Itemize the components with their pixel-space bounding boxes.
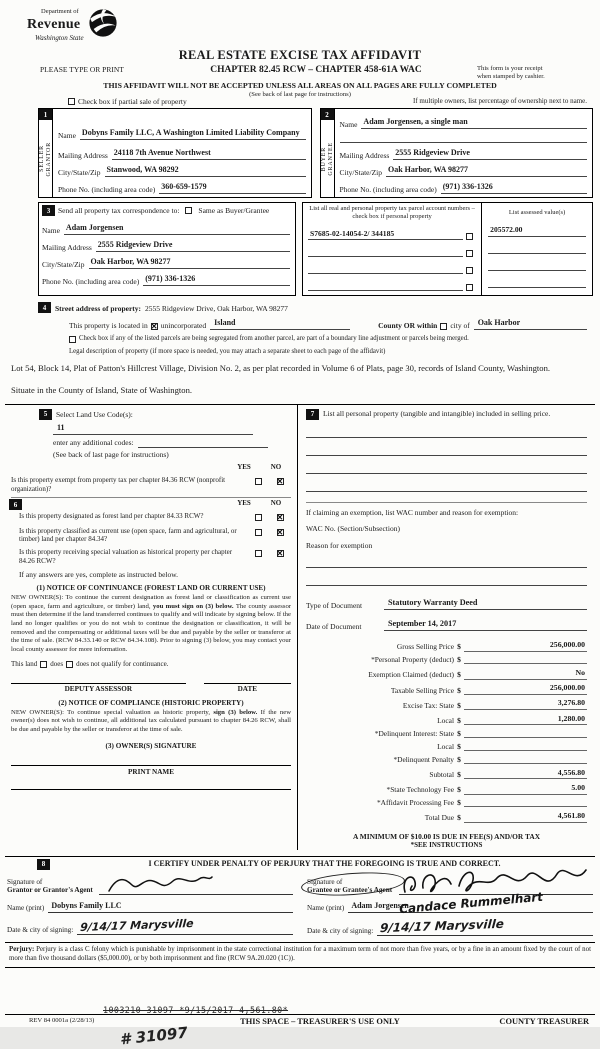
please-type-label: PLEASE TYPE OR PRINT [40, 64, 124, 74]
street-address-field[interactable]: 2555 Ridgeview Drive, Oak Harbor, WA 98277 [145, 304, 288, 314]
taxable-selling-price-field[interactable]: 256,000.00 [464, 683, 587, 695]
same-as-buyer-label: Same as Buyer/Grantee [198, 206, 270, 216]
historical-question: Is this property receiving special valuation as historical property per chapter 84.26 RCW? [19, 548, 233, 565]
parcel-number-field[interactable] [308, 265, 463, 274]
notice-compliance-title: (2) NOTICE OF COMPLIANCE (HISTORIC PROPERTY) [58, 698, 244, 707]
unincorporated-label: unincorporated [160, 321, 207, 331]
notice-continuance-title: (1) NOTICE OF CONTINUANCE (FOREST LAND OR CURRENT USE) [36, 583, 266, 592]
form-header [5, 6, 595, 99]
buyer-csz-field[interactable]: Oak Harbor, WA 98277 [386, 165, 587, 177]
land-use-code-field[interactable]: 11 [53, 423, 253, 435]
this-land-label: This land [11, 659, 38, 668]
parcel-box [302, 202, 593, 296]
county-or-label: County OR within [378, 321, 438, 331]
assessed-value-field[interactable] [488, 245, 586, 254]
cashier-stamp: 1003210 31097 *9/15/2017 4,561.80* [103, 1004, 289, 1015]
grantee-date-city-label: Date & city of signing: [307, 926, 374, 935]
sec3-mailing-field[interactable]: 2555 Ridgeview Drive [96, 240, 290, 252]
exempt-question: Is this property exempt from property tax per chapter 84.36 RCW (nonprofit organization)? [11, 475, 226, 493]
buyer-mailing-label: Mailing Address [339, 151, 390, 160]
parcel-number-field[interactable] [308, 248, 463, 257]
does-checkbox[interactable] [40, 661, 47, 668]
print-name-label: PRINT NAME [128, 767, 174, 776]
land-use-column [5, 405, 297, 850]
sec3-mailing-label: Mailing Address [42, 243, 92, 252]
fee-label: Local [437, 741, 454, 751]
current-use-question: Is this property classified as current use (open space, farm and agricultural, or timber) land per chapter 84.34? [19, 526, 237, 544]
section-1-number: 1 [39, 109, 52, 120]
parcel-personal-checkbox-2[interactable] [466, 250, 473, 257]
grantor-signature-label: Signature of Grantor or Grantor's Agent [7, 877, 93, 895]
q2-no-checkbox[interactable] [277, 529, 284, 536]
sec5-no-header: NO [270, 463, 282, 472]
tax-correspondence-box [38, 202, 296, 296]
section-3-number: 3 [42, 205, 55, 216]
dor-swirl-icon [86, 6, 120, 42]
grantee-date-city-field[interactable]: 9/14/17 Marysville [377, 919, 593, 936]
city-checkbox[interactable] [440, 323, 447, 330]
wac-label: WAC No. (Section/Subsection) [306, 524, 400, 534]
delinquent-penalty-field[interactable] [464, 755, 587, 764]
grantee-side-label: GRANTEE [327, 142, 334, 176]
personal-property-line[interactable] [306, 430, 587, 438]
additional-codes-label: enter any additional codes: [53, 438, 134, 448]
delinquent-interest-state-field[interactable] [464, 729, 587, 738]
dor-revenue-line: Revenue [27, 17, 81, 33]
excise-tax-local-field[interactable]: 1,280.00 [464, 714, 587, 726]
personal-property-line[interactable] [306, 466, 587, 474]
partial-sale-checkbox[interactable] [68, 98, 75, 105]
seller-name-label: Name [58, 131, 76, 140]
multiple-owners-note: If multiple owners, list percentage of ownership next to name. [413, 97, 587, 106]
buyer-grantee-box [320, 108, 594, 198]
acceptance-warning: THIS AFFIDAVIT WILL NOT BE ACCEPTED UNLESS ALL AREAS ON ALL PAGES ARE FULLY COMPLETED [103, 81, 497, 91]
form-title: REAL ESTATE EXCISE TAX AFFIDAVIT [178, 48, 422, 62]
parcel-personal-checkbox-1[interactable] [466, 233, 473, 240]
fee-label: Excise Tax: State [402, 700, 454, 710]
personal-property-heading: List all personal property (tangible and intangible) included in selling price. [323, 408, 551, 418]
street-address-label: Street address of property: [55, 304, 142, 314]
q3-yes-checkbox[interactable] [255, 550, 262, 557]
q3-no-checkbox[interactable] [277, 550, 284, 557]
grantee-signature-block [307, 872, 593, 936]
affidavit-processing-fee-field[interactable] [464, 798, 587, 807]
certification-section [5, 856, 595, 940]
land-use-heading: Select Land Use Code(s): [56, 409, 133, 419]
property-address-section [9, 302, 591, 395]
parcel-number-field[interactable] [308, 282, 463, 291]
unincorporated-checkbox[interactable] [151, 323, 158, 330]
partial-sale-label: Check box if partial sale of property [78, 97, 187, 106]
sec6-no-header: NO [270, 499, 282, 508]
legal-situate-text: Situate in the County of Island, State of Washington. [11, 385, 193, 396]
parcel-personal-checkbox-4[interactable] [466, 284, 473, 291]
does-label: does [50, 659, 64, 668]
buyer-mailing-field[interactable]: 2555 Ridgeview Drive [393, 148, 587, 160]
print-name-line[interactable] [11, 789, 291, 790]
reason-extra-line[interactable] [306, 560, 587, 568]
additional-codes-field[interactable] [138, 438, 268, 448]
fee-label: *State Technology Fee [386, 785, 454, 795]
excise-tax-state-field[interactable]: 3,276.80 [464, 698, 587, 710]
q1-no-checkbox[interactable] [277, 514, 284, 521]
parcel-number-field[interactable]: S7685-02-14054-2/ 344185 [308, 229, 463, 240]
fee-label: Gross Selling Price [396, 642, 454, 652]
owners-signature-label: (3) OWNER(S) SIGNATURE [105, 741, 197, 750]
fee-label: *Delinquent Penalty [393, 754, 454, 764]
fee-label: Taxable Selling Price [390, 685, 454, 695]
parcel-personal-checkbox-3[interactable] [466, 267, 473, 274]
handwritten-receipt-number: # 31097 [119, 1023, 189, 1049]
treasurer-footer [5, 1004, 595, 1049]
seller-mailing-field[interactable]: 24118 7th Avenue Northwest [112, 148, 306, 160]
seller-phone-label: Phone No. (including area code) [58, 185, 156, 194]
fee-label: *Personal Property (deduct) [371, 655, 454, 665]
if-yes-note: If any answers are yes, complete as instructed below. [19, 569, 179, 579]
seller-grantor-box [38, 108, 312, 198]
notice-continuance-text: NEW OWNER(S): To continue the current designation as forest land or classification as current use (open space, farm and agriculture, or timber) land, you must sign on (3) below. The county assessor must then determine if the land transferred continues to qualify and will indicate by signing below. If the land no longer qualifies or you do not wish to continue the designation or classification, it will be removed and the compensating or additional taxes will be due and payable by the seller or transferor at the time of sale. (RCW 84.33.140 or RCW 84.34.108). Prior to signing (3) below, you may contact your local county assessor for more information. [11, 593, 292, 654]
section-7-number: 7 [306, 409, 319, 420]
fee-label: Total Due [424, 813, 454, 823]
reason-label: Reason for exemption [306, 540, 373, 550]
assessed-value-heading: List assessed value(s) [508, 209, 566, 217]
same-as-buyer-checkbox[interactable] [185, 207, 192, 214]
reason-extra-line[interactable] [306, 578, 587, 586]
type-of-document-field[interactable]: Statutory Warranty Deed [384, 598, 587, 610]
segregated-label: Check box if any of the listed parcels are being segregated from another parcel, are part of a boundary line adjustment or parcels being merged. [79, 335, 469, 343]
form-rev-number: REV 84 0001a (2/28/13) [29, 1016, 95, 1024]
buyer-name-label: Name [339, 120, 358, 129]
fee-label: Exemption Claimed (deduct) [368, 670, 454, 680]
city-of-label: city of [450, 321, 470, 331]
grantor-side-label: GRANTOR [46, 141, 52, 177]
type-of-document-label: Type of Document [306, 600, 363, 610]
exempt-yes-checkbox[interactable] [255, 478, 262, 485]
sec3-phone-field[interactable]: (971) 336-1326 [143, 274, 290, 286]
total-due-field[interactable]: 4,561.80 [464, 811, 587, 823]
see-instructions-note: *SEE INSTRUCTIONS [410, 840, 483, 849]
sec5-yes-header: YES [237, 463, 251, 472]
grantor-name-print-field[interactable]: Dobyns Family LLC [48, 901, 293, 913]
date-of-document-label: Date of Document [306, 622, 362, 631]
gross-selling-price-field[interactable]: 256,000.00 [464, 640, 587, 652]
seller-csz-field[interactable]: Stanwood, WA 98292 [105, 165, 306, 177]
fee-label: *Affidavit Processing Fee [376, 798, 454, 808]
legal-description-text: Lot 54, Block 14, Plat of Patton's Hillcrest Village, Division No. 2, as per plat recorded in Volume 6 of Plats, page 30, records of Island County, Washington. [11, 363, 551, 374]
seller-side-label: SELLER [39, 145, 45, 173]
personal-property-line[interactable] [306, 484, 587, 492]
grantee-name-print-field[interactable]: Adam Jorgensen [348, 901, 593, 913]
sec3-name-label: Name [42, 226, 60, 235]
grantee-handwritten-name: Candace Rummelhart [398, 889, 544, 916]
assessed-value-field[interactable] [488, 279, 586, 288]
grantor-signature-scribble [105, 872, 215, 898]
deputy-assessor-label: DEPUTY ASSESSOR [11, 683, 186, 694]
grantor-date-city-field[interactable]: 9/14/17 Marysville [77, 919, 293, 935]
owners-signature-line[interactable] [11, 765, 291, 766]
state-technology-fee-field[interactable]: 5.00 [464, 783, 587, 795]
notice-compliance-text: NEW OWNER(S): To continue special valuation as historic property, sign (3) below. If the new owner(s) does not wish to continue, all additional tax calculated pursuant to chapter 84.26 RCW, shall be due and payable by the seller or transferor at the time of sale. [11, 708, 292, 733]
section-4-number: 4 [38, 302, 51, 313]
personal-property-line[interactable] [306, 448, 587, 456]
sec5-see-back: (See back of last page for instructions) [53, 449, 169, 459]
perjury-notice: Perjury: Perjury is a class C felony which is punishable by imprisonment in the state correctional institution for a maximum term of not more than five years, or by a fine in an amount fixed by the court of not more than five thousand dollars ($5,000.00), or by both imprisonment and fine (RCW 9A.20.020 (1C)). [5, 942, 595, 968]
chapter-line: CHAPTER 82.45 RCW – CHAPTER 458-61A WAC [210, 64, 422, 75]
city-field[interactable]: Oak Harbor [474, 318, 587, 330]
buyer-csz-label: City/State/Zip [339, 168, 382, 177]
legal-description-label: Legal description of property (if more space is needed, you may attach a separate sheet to each page of the affidavit) [69, 347, 386, 355]
buyer-name-field[interactable]: Adam Jorgensen, a single man [361, 117, 587, 129]
sec3-phone-label: Phone No. (including area code) [42, 277, 140, 286]
exemption-claimed-field[interactable]: No [464, 668, 587, 680]
deputy-date-label: DATE [204, 683, 291, 694]
grantor-name-print-label: Name (print) [7, 903, 45, 912]
treasurer-use-label: THIS SPACE – TREASURER'S USE ONLY [240, 1016, 400, 1026]
section-6-number: 6 [9, 499, 22, 510]
tax-correspondence-heading: Send all property tax correspondence to: [58, 206, 180, 216]
subtotal-field[interactable]: 4,556.80 [464, 768, 587, 780]
personal-property-column: 7 List all personal property (tangible and intangible) included in selling price. If claiming an exemption, list WAC number and reason for exemption: WAC No. (Section/Subsection) Reason for exemption Type of Document Statutory Warranty Deed Date of Document September 14, 2017 Gross Selling Price $ 256,000.00 *Personal Property (deduct) $ Exemption Claimed (deduct) $ No Taxable Selling Price $ 256,000.00 Excise Tax: State $ 3,276.80 Local $ 1,280.00 *Delinquent Interest: State $ Local $ *Delinquent Penalty $ Subtotal $ 4,556.80 *State Technology Fee $ 5.00 *Affidavit Processing Fee $ Total Due $ 4,561.80 A MINIMUM OF $10.00 IS DUE IN FEE(S) AND/OR TAX *SEE INSTRUCTIONS [297, 405, 595, 850]
seller-phone-field[interactable]: 360-659-1579 [159, 182, 305, 194]
section-2-number: 2 [321, 109, 334, 120]
seller-name-field[interactable]: Dobyns Family LLC, A Washington Limited Liability Company [80, 128, 306, 140]
minimum-due-note: A MINIMUM OF $10.00 IS DUE IN FEE(S) AND/OR TAX [352, 831, 541, 841]
receipt-note: This form is your receipt when stamped by cashier. [477, 64, 545, 80]
segregated-checkbox[interactable] [69, 336, 76, 343]
county-treasurer-label: COUNTY TREASURER [499, 1016, 589, 1026]
personal-property-deduct-field[interactable] [464, 655, 587, 664]
q1-yes-checkbox[interactable] [255, 514, 262, 521]
grantee-name-print-label: Name (print) [307, 903, 345, 912]
does-not-checkbox[interactable] [66, 661, 73, 668]
q2-yes-checkbox[interactable] [255, 529, 262, 536]
assessed-value-field[interactable]: 205572.00 [488, 225, 586, 236]
sec3-csz-field[interactable]: Oak Harbor, WA 98277 [89, 257, 291, 269]
located-in-label: This property is located in [69, 321, 148, 331]
forest-land-question: Is this property designated as forest land per chapter 84.33 RCW? [19, 512, 204, 521]
assessed-value-field[interactable] [488, 262, 586, 271]
does-not-label: does not qualify for continuance. [76, 659, 169, 668]
sec3-csz-label: City/State/Zip [42, 260, 85, 269]
section-5-number: 5 [39, 409, 52, 420]
buyer-side-label: BUYER [320, 146, 327, 172]
sec6-yes-header: YES [237, 499, 251, 508]
exempt-no-checkbox[interactable] [277, 478, 284, 485]
buyer-name-extra-line[interactable] [340, 134, 588, 143]
fee-label: Local [437, 716, 454, 726]
dor-dept-line: Department of [41, 8, 79, 15]
county-field[interactable]: Island [210, 318, 350, 330]
forest-land-section [11, 497, 291, 789]
certify-statement: I CERTIFY UNDER PENALTY OF PERJURY THAT THE FOREGOING IS TRUE AND CORRECT. [148, 859, 501, 869]
parcel-heading: List all real and personal property tax parcel account numbers – check box if personal property [309, 205, 475, 221]
delinquent-interest-local-field[interactable] [464, 742, 587, 751]
grantor-signature-field[interactable] [99, 884, 293, 895]
fee-label: *Delinquent Interest: State [374, 729, 454, 739]
grantor-signature-block [7, 872, 293, 936]
dor-logo [27, 8, 120, 42]
seller-mailing-label: Mailing Address [58, 151, 108, 160]
see-back-note: (See back of last page for instructions) [249, 91, 351, 99]
fee-label: Subtotal [429, 770, 454, 780]
date-of-document-field[interactable]: September 14, 2017 [384, 619, 587, 631]
exemption-heading: If claiming an exemption, list WAC number and reason for exemption: [306, 502, 587, 517]
grantor-date-city-label: Date & city of signing: [7, 925, 74, 934]
seller-csz-label: City/State/Zip [58, 168, 101, 177]
buyer-phone-label: Phone No. (including area code) [339, 185, 437, 194]
sec3-name-field[interactable]: Adam Jorgensen [64, 223, 290, 235]
grantee-signature-label: Signature of Grantee or Grantee's Agent [307, 878, 399, 895]
buyer-phone-field[interactable]: (971) 336-1326 [441, 182, 587, 194]
dor-state-line: Washington State [35, 33, 84, 42]
section-8-number: 8 [37, 859, 50, 870]
